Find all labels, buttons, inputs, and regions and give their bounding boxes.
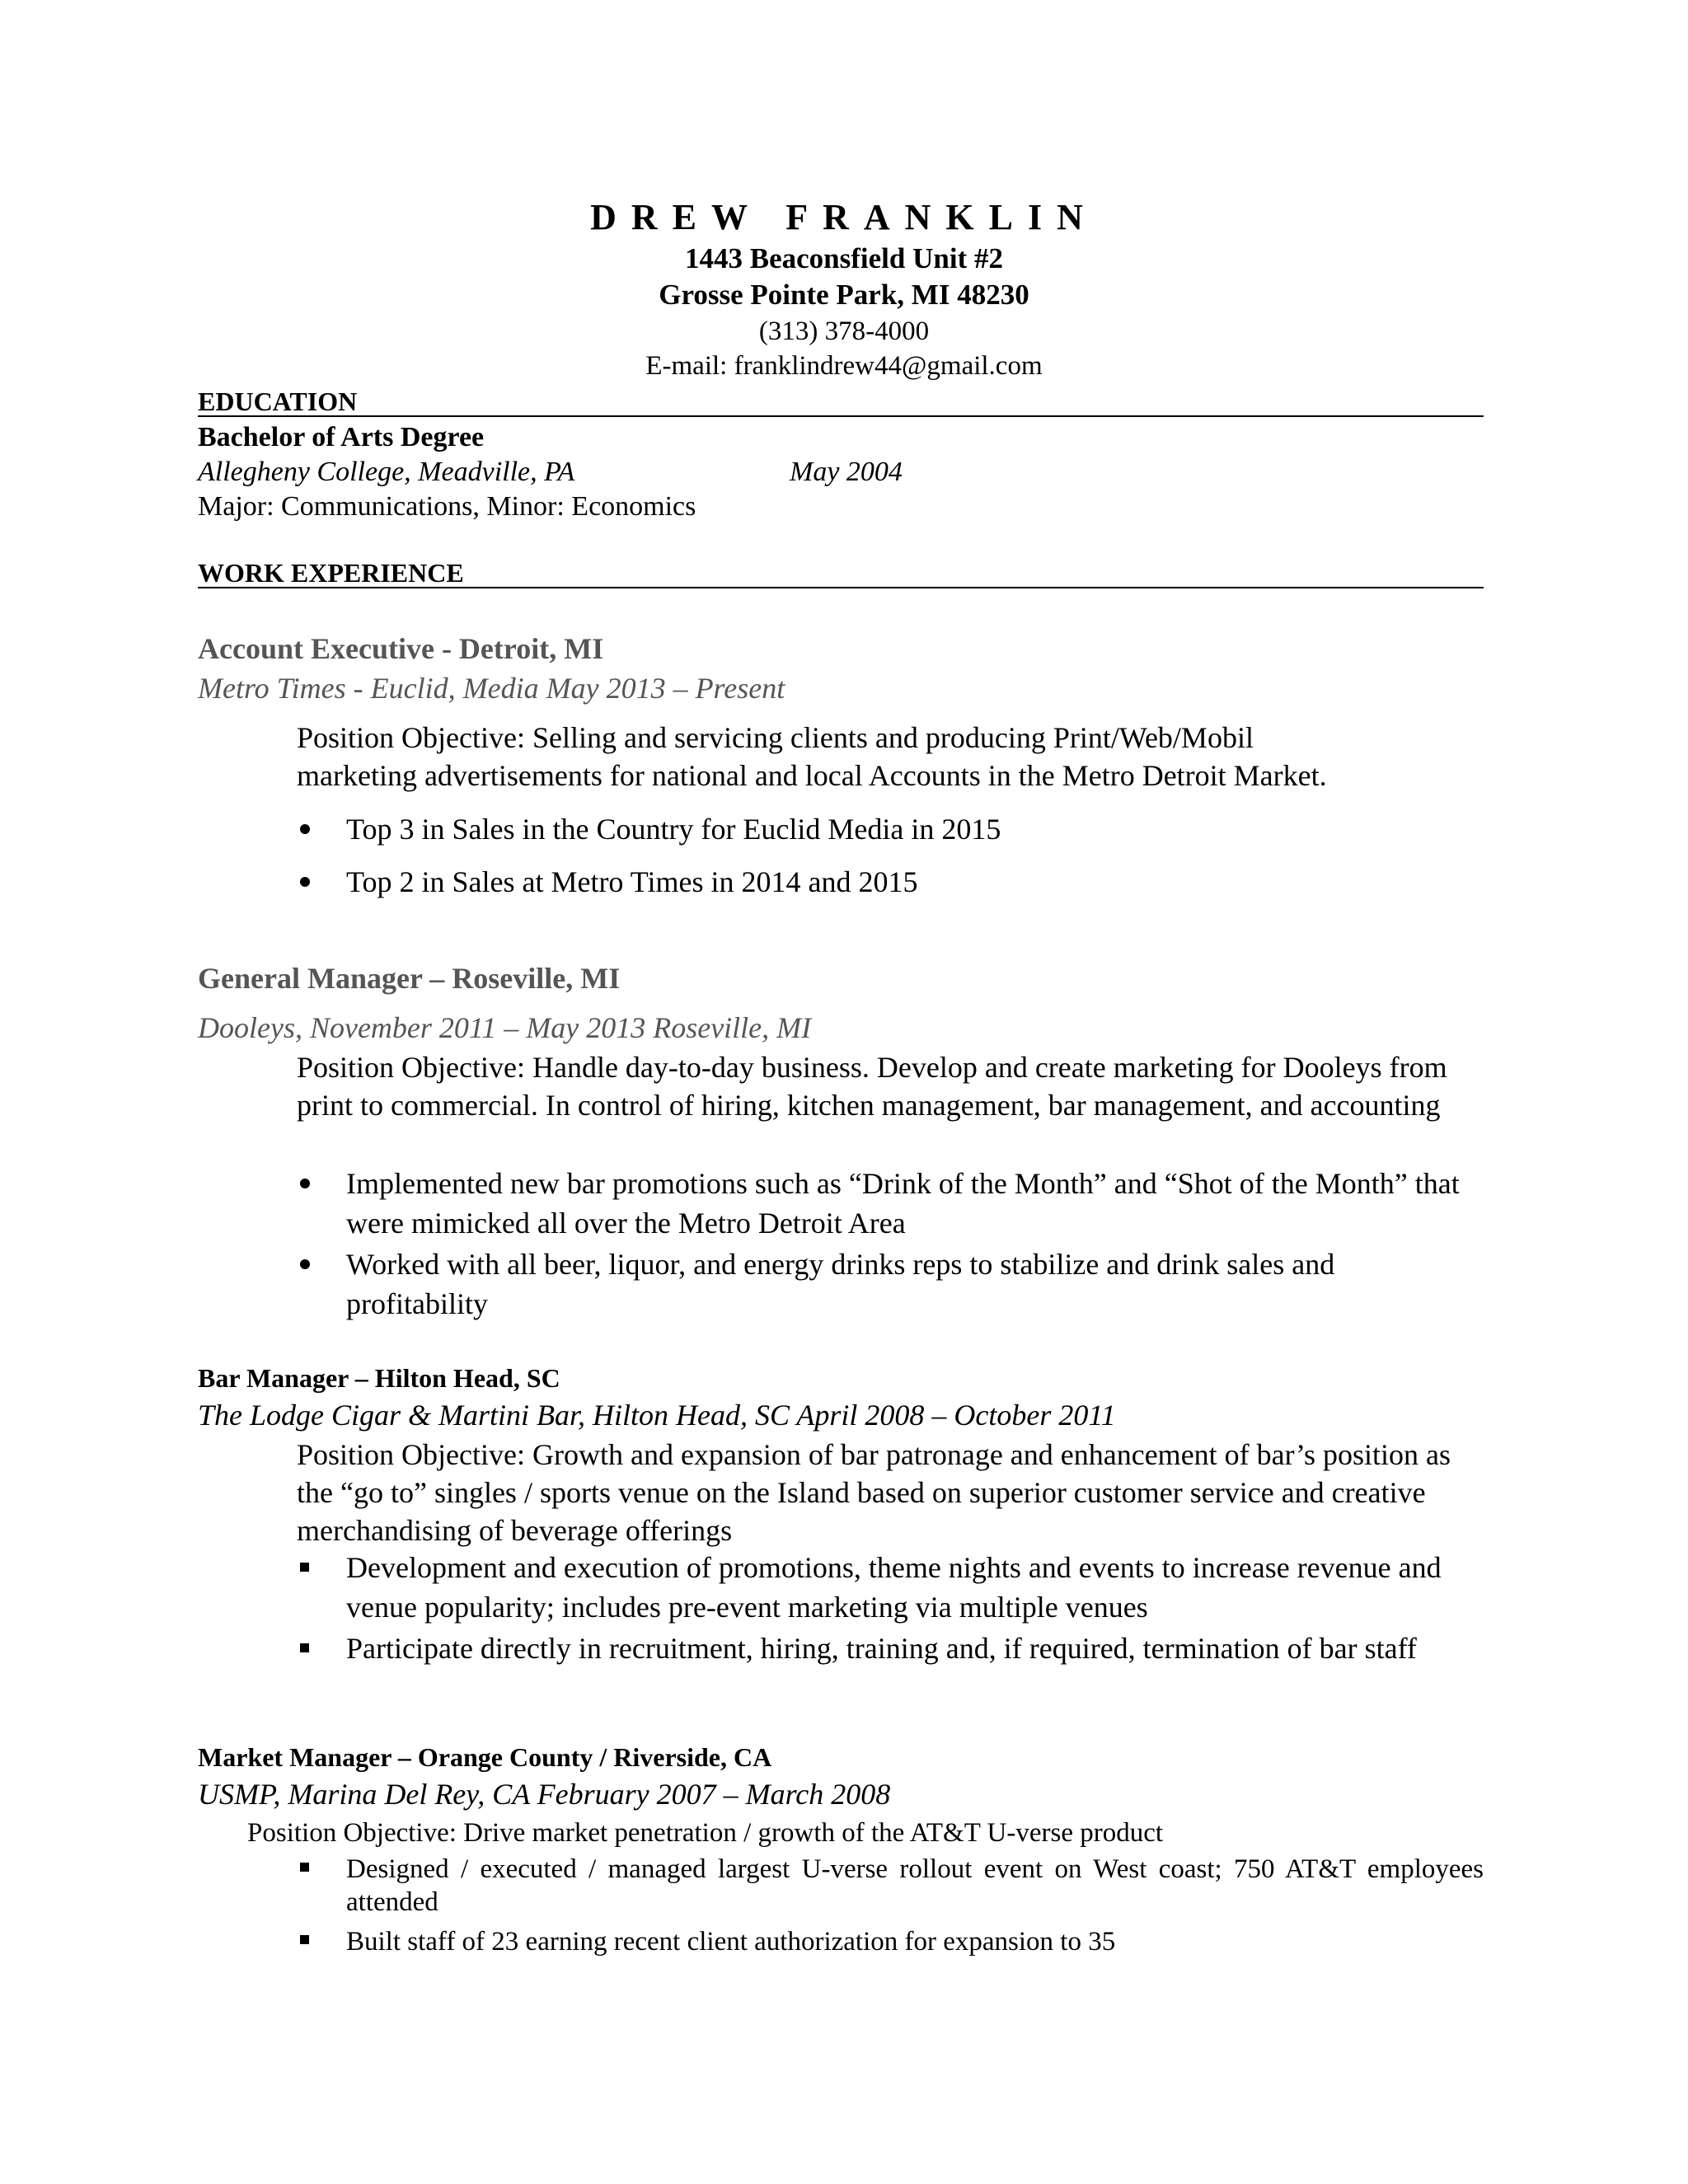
bullet-dot-icon	[300, 1179, 310, 1188]
bullet-square-icon	[300, 1863, 309, 1872]
job-title: General Manager – Roseville, MI	[198, 962, 621, 995]
bullet-dot-icon	[300, 1259, 310, 1269]
work-experience-heading: WORK EXPERIENCE	[198, 559, 1484, 588]
bullet-text: Participate directly in recruitment, hiring, training and, if required, termination of bar staff	[346, 1632, 1417, 1665]
job-title: Bar Manager – Hilton Head, SC	[198, 1363, 560, 1393]
job-objective-line: Position Objective: Selling and servicing clients and producing Print/Web/Mobil	[297, 721, 1254, 754]
address-line-1: 1443 Beaconsfield Unit #2	[685, 242, 1003, 274]
graduation-date: May 2004	[790, 457, 903, 487]
degree: Bachelor of Arts Degree	[198, 422, 485, 452]
job-objective: Position Objective: Drive market penetration / growth of the AT&T U-verse product	[247, 1818, 1164, 1848]
bullet-dot-icon	[300, 824, 310, 834]
bullet-text: Top 2 in Sales at Metro Times in 2014 and 2015	[346, 865, 918, 898]
bullet-text: Implemented new bar promotions such as “Drink of the Month” and “Shot of the Month” that were mimicked all over the Metro Detroit Area	[346, 1167, 1460, 1240]
job-objective-line: marketing advertisements for national and local Accounts in the Metro Detroit Market.	[297, 759, 1327, 792]
school: Allegheny College, Meadville, PA	[198, 457, 575, 487]
list-item	[297, 862, 1484, 902]
job-objective: Position Objective: Growth and expansion of bar patronage and enhancement of bar’s position as the “go to” singles / sports venue on the Island based on superior customer service and creative merchandising of beverage offerings	[297, 1438, 1451, 1547]
job-employer-dates: Dooleys, November 2011 – May 2013 Roseville, MI	[198, 1011, 812, 1044]
list-item	[297, 1164, 1484, 1243]
bullet-square-icon	[300, 1563, 309, 1572]
list-item	[297, 1629, 1484, 1668]
job-objective: Position Objective: Handle day-to-day business. Develop and create marketing for Dooleys from print to commercial. In control of hiring, kitchen management, bar management, and accounting	[297, 1051, 1447, 1122]
email-address: E-mail: franklindrew44@gmail.com	[645, 351, 1043, 381]
list-item	[297, 1244, 1484, 1324]
list-item	[297, 1925, 1484, 1958]
job-employer-dates: Metro Times - Euclid, Media May 2013 – Present	[198, 672, 785, 705]
major-minor: Major: Communications, Minor: Economics	[198, 491, 696, 522]
job-title: Account Executive - Detroit, MI	[198, 632, 604, 665]
job-employer-dates: USMP, Marina Del Rey, CA February 2007 – March 2008	[198, 1778, 891, 1811]
job-title: Market Manager – Orange County / Riverside, CA	[198, 1742, 772, 1772]
bullet-text: Built staff of 23 earning recent client authorization for expansion to 35	[346, 1927, 1116, 1957]
candidate-name: DREW FRANKLIN	[590, 197, 1098, 237]
bullet-square-icon	[300, 1643, 309, 1652]
list-item	[297, 1853, 1484, 1919]
bullet-dot-icon	[300, 877, 310, 887]
list-item	[297, 1548, 1484, 1627]
job-employer-dates: The Lodge Cigar & Martini Bar, Hilton Head, SC April 2008 – October 2011	[198, 1399, 1116, 1432]
phone-number: (313) 378-4000	[758, 316, 930, 346]
education-heading: EDUCATION	[198, 387, 1484, 417]
bullet-text: Development and execution of promotions, theme nights and events to increase revenue and venue popularity; includes pre-event marketing via multiple venues	[346, 1551, 1442, 1624]
address-line-2: Grosse Pointe Park, MI 48230	[659, 279, 1029, 311]
bullet-square-icon	[300, 1935, 309, 1944]
bullet-text: Worked with all beer, liquor, and energy drinks reps to stabilize and drink sales and profitability	[346, 1248, 1335, 1320]
list-item	[297, 809, 1484, 849]
bullet-text: Top 3 in Sales in the Country for Euclid Media in 2015	[346, 813, 1001, 846]
bullet-text: Designed / executed / managed largest U-verse rollout event on West coast; 750 AT&T employees attended	[346, 1854, 1484, 1917]
